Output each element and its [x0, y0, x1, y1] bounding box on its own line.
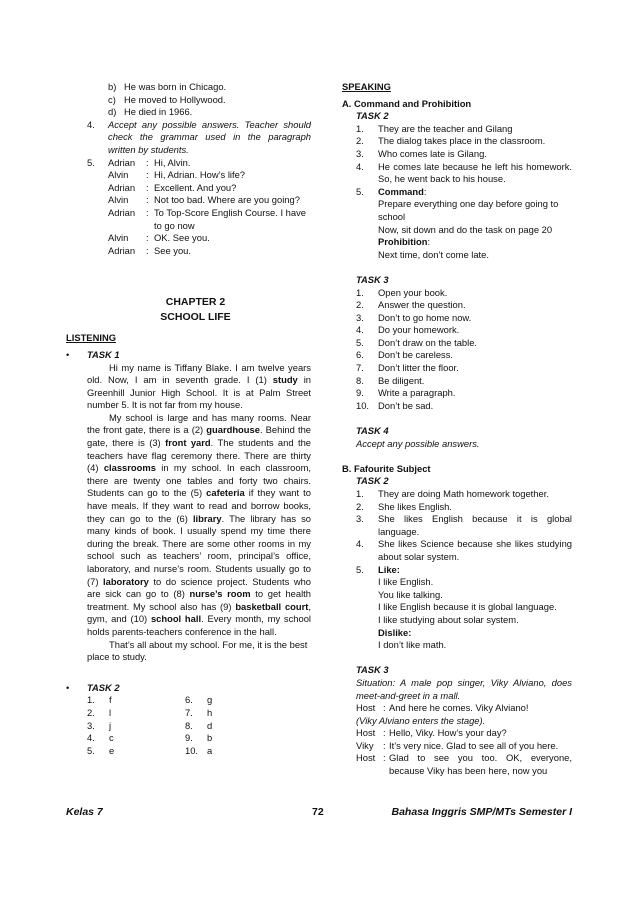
item-number: c) — [108, 93, 116, 105]
taskB3-dialog: Situation: A male pop singer, Viky Alviano, does meet-and-greet in a mall. Host : And here he comes. Viky Alviano! (Viky Alviano enters the stage). Host : Hello, Viky. How’s your day? Viky : It’s very nice. Glad to see all of you here. Host : Glad to see you too. OK, everyone, because Viky has been here, now you — [356, 676, 572, 777]
utterance: It’s very nice. Glad to see all of you here. — [389, 739, 559, 751]
item-number: 3. — [356, 311, 364, 323]
speaker: Adrian — [108, 156, 136, 168]
speaker: Adrian — [108, 244, 136, 256]
task-heading: TASK 2 — [356, 110, 389, 122]
dislike-line: I don’t like math. — [378, 639, 447, 651]
dialog: Adrian : Hi, Alvin. Alvin : Hi, Adrian. How’s life? Adrian : Excellent. And you? Alvin : Not too bad. Where are you going? Adrian : To Top-Score English Course. I have to go now Alvin : OK. See you. Adrian : See you. — [108, 157, 311, 258]
task-heading: TASK 2 — [356, 475, 389, 487]
item-number: 6. — [185, 694, 193, 706]
speaker: Alvin — [108, 169, 129, 181]
list-item: He moved to Hollywood. — [124, 93, 226, 105]
list-item: He was born in Chicago. — [124, 81, 227, 92]
like-line: You like talking. — [378, 588, 443, 600]
list-item: She likes English. — [378, 500, 452, 512]
paragraph: Hi my name is Tiffany Blake. I am twelve years old. Now, I am in seventh grade. I (1) study in Greenhill Junior High School. It is at Palm Street number 5. It is not far from my house. — [87, 361, 311, 411]
item-number: 3. — [87, 719, 95, 731]
task-heading: TASK 2 — [87, 681, 120, 693]
bullet-icon: • — [66, 348, 70, 360]
item-number: 5. — [87, 156, 95, 168]
item-number: 8. — [356, 374, 364, 386]
utterance: Glad to see you too. OK, everyone, because Viky has been here, now you — [389, 752, 572, 777]
command-block: Command: Prepare everything one day before going to school Now, sit down and do the task on page 20 Prohibition: Next time, don’t come late. — [378, 186, 572, 262]
right-column — [342, 81, 572, 778]
chapter-title: CHAPTER 2 — [165, 296, 226, 309]
answer: c — [109, 732, 114, 744]
taskA2-list — [342, 123, 572, 262]
speaker: Alvin — [108, 232, 129, 244]
item-number: 9. — [185, 732, 193, 744]
subsection-title: A. Command and Prohibition — [342, 97, 472, 109]
list-item: Don’t be sad. — [378, 399, 434, 411]
speaker: Adrian — [108, 181, 136, 193]
task-heading: TASK 3 — [356, 273, 389, 285]
utterance: Excellent. And you? — [154, 181, 237, 193]
list-item: Accept any possible answers. Teacher should check the grammar used in the paragraph written by students. — [108, 118, 311, 155]
chapter-subtitle: SCHOOL LIFE — [160, 311, 231, 324]
item-number: b) — [108, 81, 117, 92]
taskB2-list — [342, 488, 572, 652]
like-line: I like studying about solar system. — [378, 613, 519, 625]
utterance: Hello, Viky. How’s your day? — [389, 727, 507, 739]
situation: Situation: A male pop singer, Viky Alviano, does meet-and-greet in a mall. — [356, 676, 572, 701]
item-number: 10. — [356, 399, 370, 411]
taskA3-list — [342, 287, 572, 413]
list-item: Do your homework. — [378, 324, 460, 336]
item-number: 2. — [356, 500, 364, 512]
like-label: Like: — [378, 563, 400, 575]
item-number: 1. — [356, 488, 364, 499]
item-number: 7. — [185, 706, 193, 718]
subsection-title: B. Fafourite Subject — [342, 462, 431, 474]
task-heading: TASK 4 — [356, 425, 389, 437]
list-item: Answer the question. — [378, 299, 466, 311]
item-number: 2. — [87, 706, 95, 718]
task-heading: TASK 1 — [87, 348, 120, 360]
page-footer — [66, 806, 572, 820]
footer-class: Kelas 7 — [66, 806, 103, 818]
item-number: 4. — [356, 538, 364, 550]
task-heading: TASK 3 — [356, 664, 389, 676]
answer: f — [109, 694, 112, 706]
like-line: I like English because it is global language. — [378, 601, 557, 613]
paragraph: That’s all about my school. For me, it is the best place to study. — [87, 638, 308, 663]
item-number: 4. — [87, 118, 95, 130]
list-item: Who comes late is Gilang. — [378, 147, 487, 159]
list-item: He died in 1966. — [124, 106, 193, 118]
utterance: See you. — [154, 244, 192, 256]
list-item: Don’t litter the floor. — [378, 362, 459, 374]
list-item: She likes Science because she likes studying about solar system. — [378, 538, 572, 562]
utterance: Not too bad. Where are you going? — [154, 194, 300, 206]
item-number: 4. — [356, 160, 364, 172]
command-label: Command — [378, 185, 424, 197]
left-column — [66, 81, 311, 757]
prev-answers — [66, 81, 311, 257]
speaker: Host — [356, 702, 376, 714]
utterance: To Top-Score English Course. I have to go now — [154, 206, 306, 231]
answer-key — [66, 694, 311, 757]
answer: d — [207, 719, 213, 731]
item-number: 3. — [356, 147, 364, 159]
utterance: OK. See you. — [154, 232, 210, 244]
answer: j — [109, 719, 112, 731]
list-item: Don’t to go home now. — [378, 311, 472, 323]
item-number: 3. — [356, 513, 364, 525]
speaker: Host — [356, 727, 376, 739]
list-item: Open your book. — [378, 286, 448, 298]
task1-text — [66, 362, 311, 664]
paragraph: My school is large and has many rooms. Near the front gate, there is a (2) guardhouse. Behind the gate, there is (3) front yard. The students and the teachers have flag ceremony there. There are thirty (4) classrooms in my school. In each classroom, there are twenty one tables and forty two chairs. Students can go to the (5) cafeteria if they want to have meals. If they want to read and borrow books, they can go to the (6) library. The library has so many kinds of book. I usually spend my time there during the break. There are some other rooms in my school such as teachers’ room, principal’s office, laboratory, and nurse’s room. Students usually go to (7) laboratory to do science project. Students who are sick can go to (8) nurse’s room to get health treatment. My school also has (9) basketball court, gym, and (10) school hall. Every month, my school holds parents-teachers conference in the hall. — [87, 411, 312, 637]
prohibition-line: Next time, don’t come late. — [378, 248, 489, 260]
section-heading-speaking: SPEAKING — [342, 81, 391, 92]
list-item: He comes late because he left his homework. So, he went back to his house. — [378, 160, 572, 185]
answer: g — [207, 694, 213, 706]
dislike-label: Dislike: — [378, 626, 412, 638]
item-number: 1. — [356, 286, 364, 298]
answer: a — [207, 744, 213, 756]
utterance: And here he comes. Viky Alviano! — [389, 702, 529, 714]
list-item: Don’t be careless. — [378, 349, 454, 361]
list-item: Be diligent. — [378, 374, 425, 386]
item-number: 9. — [356, 387, 364, 399]
item-number: 1. — [87, 694, 95, 706]
list-item: The dialog takes place in the classroom. — [378, 135, 546, 147]
item-number: 8. — [185, 719, 193, 731]
answer: h — [207, 706, 213, 718]
item-number: 2. — [356, 299, 364, 311]
item-number: 4. — [87, 732, 95, 744]
answer: e — [109, 744, 115, 756]
command-line: Prepare everything one day before going to school — [378, 198, 559, 222]
item-number: 1. — [356, 122, 364, 134]
task4-text: Accept any possible answers. — [356, 437, 480, 449]
speaker: Adrian — [108, 206, 136, 218]
item-number: 5. — [356, 185, 364, 197]
speaker: Host — [356, 752, 376, 764]
item-number: 10. — [185, 744, 199, 756]
answer: b — [207, 732, 213, 744]
command-line: Now, sit down and do the task on page 20 — [378, 223, 553, 235]
list-item: Don’t draw on the table. — [378, 336, 478, 348]
utterance: Hi, Alvin. — [154, 156, 191, 168]
bullet-icon: • — [66, 681, 70, 693]
item-number: 5. — [356, 336, 364, 348]
prohibition-label: Prohibition — [378, 236, 428, 248]
like-block — [378, 564, 572, 652]
item-number: 5. — [87, 744, 95, 756]
like-line: I like English. — [378, 576, 434, 588]
item-number: 5. — [356, 563, 364, 575]
speaker: Viky — [356, 739, 374, 751]
item-number: 7. — [356, 362, 364, 374]
list-item: They are doing Math homework together. — [378, 488, 549, 499]
item-number: d) — [108, 106, 117, 118]
list-item: She likes English because it is global language. — [378, 513, 572, 537]
stage-direction: (Viky Alviano enters the stage). — [356, 714, 486, 726]
section-heading-listening: LISTENING — [66, 332, 117, 344]
utterance: Hi, Adrian. How’s life? — [154, 169, 246, 181]
item-number: 2. — [356, 135, 364, 147]
list-item: They are the teacher and Gilang — [378, 122, 513, 134]
speaker: Alvin — [108, 194, 129, 206]
item-number: 4. — [356, 324, 364, 336]
list-item: Write a paragraph. — [378, 387, 456, 399]
footer-book-title: Bahasa Inggris SMP/MTs Semester I — [391, 806, 572, 818]
item-number: 6. — [356, 349, 364, 361]
page-number: 72 — [312, 806, 324, 818]
answer: l — [109, 706, 112, 718]
